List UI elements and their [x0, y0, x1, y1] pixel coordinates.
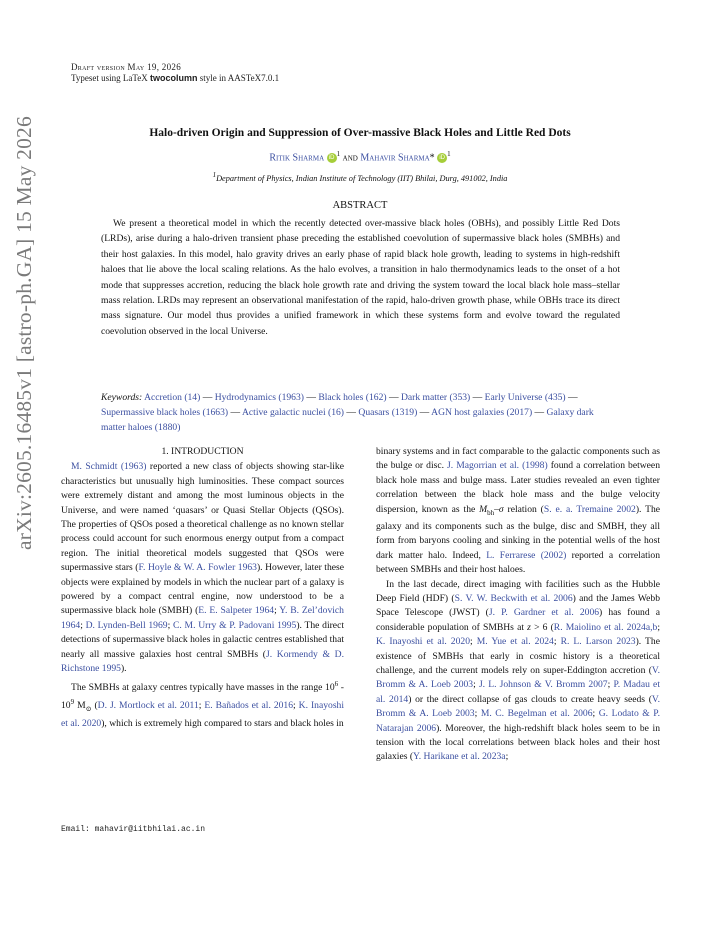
citation-link[interactable]: J. Kormendy & D. Richstone 1995 [61, 648, 344, 675]
citation-link[interactable]: J. Magorrian et al. (1998) [447, 460, 548, 472]
keyword-link[interactable]: Hydrodynamics (1963) [214, 392, 304, 403]
keywords [101, 390, 620, 435]
citation-link[interactable]: Y. Harikane et al. 2023a [413, 751, 506, 763]
typeset-line: Typeset using LaTeX twocolumn style in AASTeX7.0.1 [71, 73, 280, 83]
keyword-link[interactable]: AGN host galaxies (2017) [431, 407, 533, 418]
footnote-email: Email: mahavir@iitbhilai.ac.in [61, 825, 206, 834]
orcid-icon[interactable]: iD [327, 153, 337, 163]
keyword-link[interactable]: Black holes (162) [318, 392, 387, 403]
latex-logo: LaTeX [122, 73, 148, 83]
arxiv-stamp: arXiv:2605.16485v1 [astro-ph.GA] 15 May 2026 [12, 116, 36, 550]
draft-version: Draft version May 19, 2026 [71, 62, 182, 72]
section-heading: 1. INTRODUCTION [161, 446, 244, 457]
citation-link[interactable]: G. Lodato & P. Natarajan 2006 [376, 708, 660, 734]
citation-link[interactable]: D. Lynden-Bell 1969 [85, 619, 168, 631]
citation-link[interactable]: M. Yue et al. 2024 [476, 636, 554, 648]
citation-link[interactable]: K. Inayoshi et al. 2020 [61, 700, 345, 729]
author-line: Ritik Sharma $iD^1$ and Mahavir Sharma* $iD^1$ [269, 150, 451, 164]
abstract-text: We present a theoretical model in which the recently detected over-massive black holes (OBHs), and possibly Little Red Dots (LRDs), arise during a halo-driven transient phase preceding the established coevolution of supermassive black holes (SMBHs) and their host galaxies. In this model, halo gravity drives an early phase of rapid black hole growth, leading to systems in high-redshift haloes that lie above the local scaling relations. As the halo evolves, a transition in halo thermodynamics leads to the onset of a hot mode that suppresses accretion, reducing the black hole growth rate and driving the system toward the local black hole mass–stellar mass relation. LRDs may represent an observational manifestation of the rapid, halo-driven growth phase, while OBHs trace its direct mass signature. Our model thus provides a unified framework in which these systems form and evolve toward the regulated coevolution observed in the local Universe. [101, 218, 620, 337]
keyword-link[interactable]: Active galactic nuclei (16) [241, 407, 344, 418]
citation-link[interactable]: E. Bañados et al. 2016 [204, 700, 294, 712]
keyword-link[interactable]: Early Universe (435) [484, 392, 566, 403]
paragraph: In the last decade, direct imaging with facilities such as the Hubble Deep Field (HDF) (S. V. W. Beckwith et al. 2006) and the James Webb Space Telescope (JWST) (J. P. Gardner et al. 2006) has found a considerable population of SMBHs at z > 6 (R. Maiolino et al. 2024a,b; K. Inayoshi et al. 2020; M. Yue et al. 2024; R. L. Larson 2023). The existence of SMBHs that early in cosmic history is a theoretical challenge, and the current models rely on super-Eddington accretion (V. Bromm & A. Loeb 2003; J. L. Johnson & V. Bromm 2007; P. Madau et al. 2014) or the direct collapse of gas clouds to create heavy seeds (V. Bromm & A. Loeb 2003; M. C. Begelman et al. 2006; G. Lodato & P. Natarajan 2006). Moreover, the high-redshift black holes seem to be in tension with the local correlations between black holes and their host galaxies (Y. Harikane et al. 2023a; [376, 578, 660, 763]
citation-link[interactable]: P. Madau et al. 2014 [376, 679, 660, 705]
paragraph: The SMBHs at galaxy centres typically have masses in the range $10^6 - 10^9$ $M_⊙$ (D. J. Mortlock et al. 2011; E. Bañados et al. 2016; K. Inayoshi et al. 2020), which is extremely high compared to stars and black holes in [61, 679, 345, 729]
citation-link[interactable]: F. Hoyle & W. A. Fowler 1963 [138, 562, 257, 574]
citation-link[interactable]: V. Bromm & A. Loeb 2003 [376, 693, 660, 720]
keyword-link[interactable]: Galaxy dark matter haloes (1880) [101, 407, 594, 433]
keyword-link[interactable]: Dark matter (353) [400, 392, 471, 403]
citation-link[interactable]: V. Bromm & A. Loeb 2003 [376, 665, 660, 691]
keywords-label: Keywords: [101, 392, 143, 403]
citation-link[interactable]: J. P. Gardner et al. 2006 [488, 607, 600, 619]
right-column [376, 445, 660, 765]
abstract-heading: ABSTRACT [332, 200, 388, 211]
citation-link[interactable]: C. M. Urry & P. Padovani 1995 [173, 619, 297, 631]
author-1[interactable]: Ritik Sharma [269, 152, 325, 164]
paper-title: Halo-driven Origin and Suppression of Over-massive Black Holes and Little Red Dots [149, 127, 571, 139]
citation-link[interactable]: M. C. Begelman et al. 2006 [480, 708, 593, 720]
citation-link[interactable]: M. Schmidt (1963) [71, 461, 147, 473]
left-column [61, 445, 344, 731]
citation-link[interactable]: S. V. W. Beckwith et al. 2006 [454, 592, 573, 604]
citation-link[interactable]: J. L. Johnson & V. Bromm 2007 [478, 679, 608, 691]
citation-link[interactable]: K. Inayoshi et al. 2020 [376, 636, 470, 648]
citation-link[interactable]: R. L. Larson 2023 [560, 636, 636, 648]
orcid-icon[interactable]: iD [437, 153, 447, 163]
keyword-link[interactable]: Accretion (14) [144, 392, 201, 403]
affiliation: $^1$Department of Physics, Indian Institute of Technology (IIT) Bhilai, Durg, 491002, India [212, 171, 508, 183]
keyword-link[interactable]: Quasars (1319) [358, 407, 418, 418]
draft-header [71, 62, 279, 84]
keyword-link[interactable]: Supermassive black holes (1663) [101, 407, 229, 418]
author-2[interactable]: Mahavir Sharma [360, 152, 430, 164]
citation-link[interactable]: D. J. Mortlock et al. 2011 [97, 700, 199, 712]
keywords-list: Accretion (14) — Hydrodynamics (1963) — Black holes (162) — Dark matter (353) — Early Universe (435) — Supermassive black holes (1663) — Active galactic nuclei (16) — Quasars (1319) — AGN host galaxies (2017) — Galaxy dark matter haloes (1880) [101, 392, 594, 433]
citation-link[interactable]: Y. B. Zel’dovich 1964 [61, 605, 344, 631]
paragraph: M. Schmidt (1963) reported a new class of objects showing star-like characteristics but unusually high luminosities. These compact sources were extremely distant and among the most luminous objects in the Universe, and were named ‘quasars’ or Quasi Stellar Objects (QSOs). The properties of QSOs posed a theoretical challenge as no known stellar process could account for such enormous energy output from a compact region. The initial theoretical models suggested that QSOs were supermassive stars (F. Hoyle & W. A. Fowler 1963). However, later these objects were explained by models in which the nuclear part of a galaxy is powered by a compact central engine, now understood to be a supermassive black hole (SMBH) (E. E. Salpeter 1964; Y. B. Zel’dovich 1964; D. Lynden-Bell 1969; C. M. Urry & P. Padovani 1995). The direct detections of supermassive black holes in galactic centres established that nearly all massive galaxies host central SMBHs (J. Kormendy & D. Richstone 1995). [61, 461, 345, 675]
citation-link[interactable]: S. e. a. Tremaine 2002 [543, 503, 636, 515]
paragraph: binary systems and in fact comparable to the galactic components such as the bulge or disc. J. Magorrian et al. (1998) found a correlation between black hole mass and bulge mass. Later studies revealed an even tighter correlation between the black hole mass and the bulge velocity dispersion, known as the $M_{bh}-\sigma$ relation (S. e. a. Tremaine 2002). The galaxy and its components such as the bulge, disc and SMBH, they all form from baryons cooling and sinking in the potential wells of the host dark matter halo. Indeed, L. Ferrarese (2002) reported a correlation between SMBHs and their host haloes. [376, 446, 661, 576]
citation-link[interactable]: E. E. Salpeter 1964 [198, 605, 275, 617]
citation-link[interactable]: L. Ferrarese (2002) [486, 549, 567, 561]
citation-link[interactable]: R. Maiolino et al. 2024a,b [553, 621, 658, 633]
